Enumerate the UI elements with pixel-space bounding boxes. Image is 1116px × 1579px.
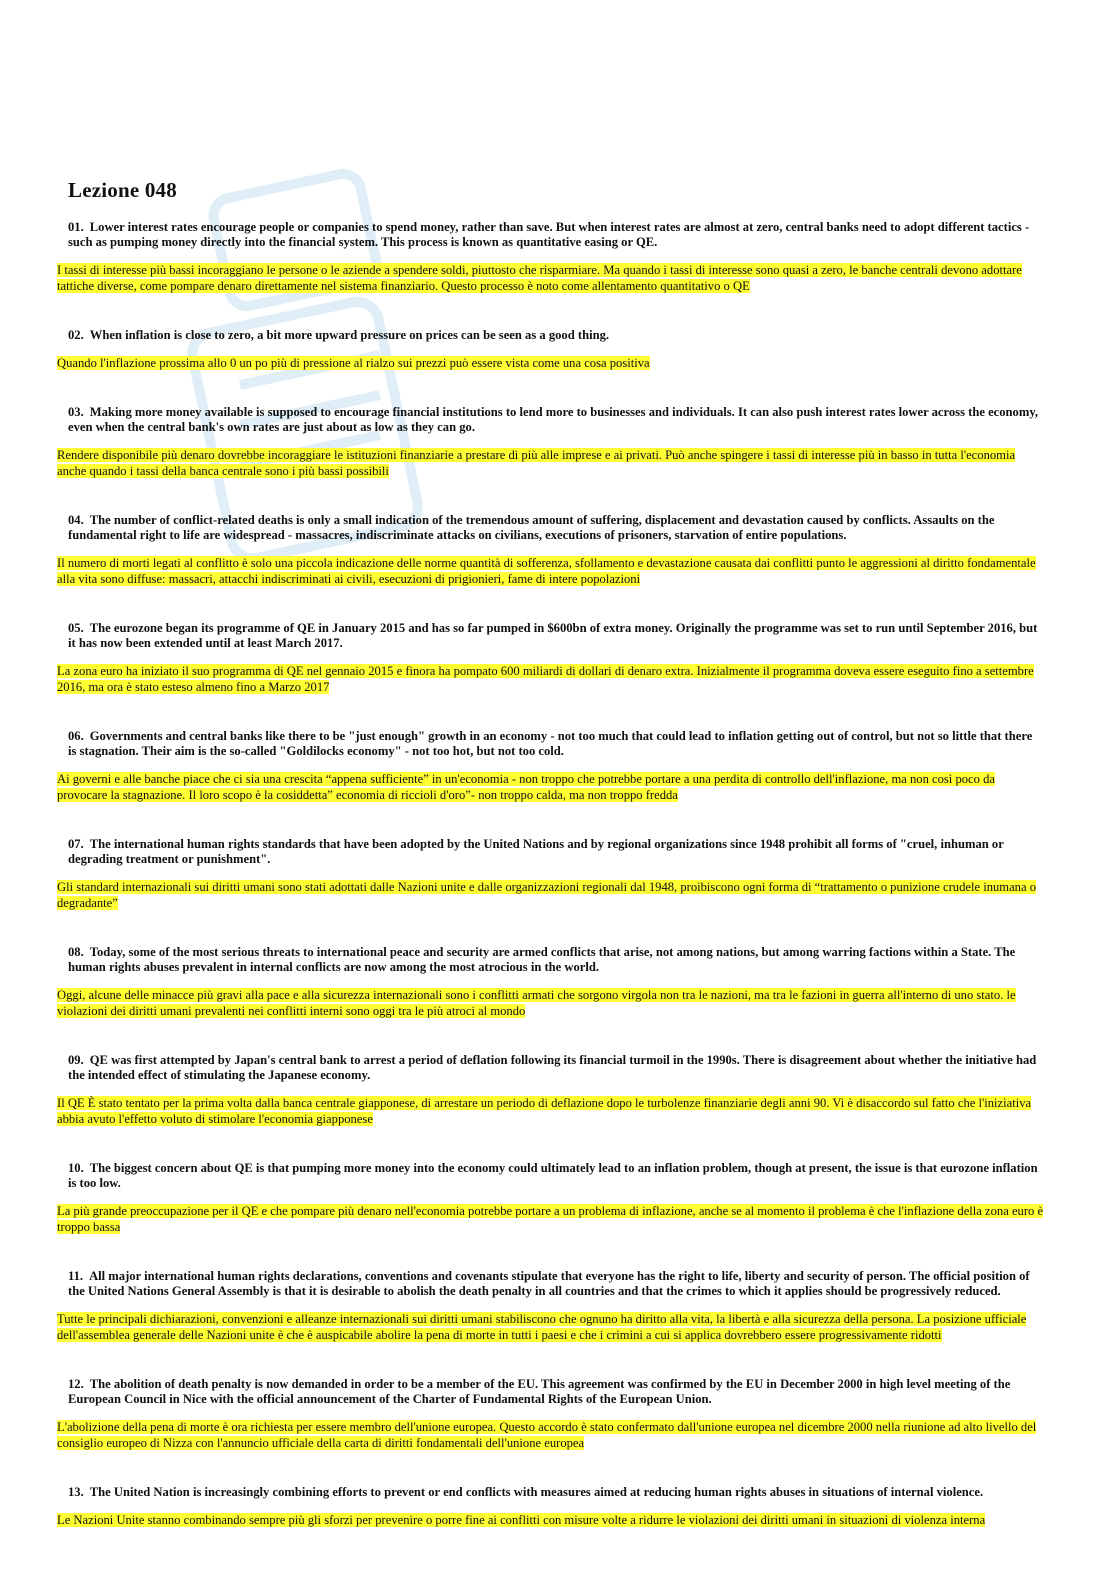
english-sentence: QE was first attempted by Japan's central bank to arrest a period of deflation following its financial turmoil in the 1990s. There is disagreement about whether the initiative had the intended effect of stimulating the Japanese economy. [68,1053,1037,1082]
italian-translation [57,1419,1046,1451]
list-item [57,1053,1040,1127]
question-text [68,837,1040,867]
list-item [57,945,1040,1019]
list-item [57,405,1040,479]
item-number: 12. [68,1377,84,1391]
list-item [57,1485,1040,1528]
english-sentence: The biggest concern about QE is that pumping more money into the economy could ultimately lead to an inflation problem, though at present, the issue is that eurozone inflation is too low. [68,1161,1038,1190]
question-text [68,220,1040,250]
italian-translation [57,1095,1046,1127]
question-text [68,1161,1040,1191]
italian-translation [57,1512,1046,1528]
italian-translation [57,262,1046,294]
question-text [68,405,1040,435]
item-number: 10. [68,1161,84,1175]
list-item [57,220,1040,294]
item-number: 01. [68,220,84,234]
translation-text: Il numero di morti legati al conflitto è solo una piccola indicazione delle norme quantità di sofferenza, sfollamento e devastazione causata dai conflitti punto le aggressioni al diritto fondamentale alla vita sono diffuse: massacri, attacchi indiscriminati ai civili, esecuzioni di prigionieri, fame di intere popolazioni [57,556,1036,586]
english-sentence: The eurozone began its programme of QE in January 2015 and has so far pumped in $600bn of extra money. Originally the programme was set to run until September 2016, but it has now been extended until at least March 2017. [68,621,1038,650]
question-text [68,1269,1040,1299]
english-sentence: Today, some of the most serious threats to international peace and security are armed conflicts that arise, not among nations, but among warring factions within a State. The human rights abuses prevalent in internal conflicts are now among the most atrocious in the world. [68,945,1016,974]
english-sentence: Governments and central banks like there to be "just enough" growth in an economy - not too much that could lead to inflation getting out of control, but not so little that there is stagnation. Their aim is the so-called "Goldilocks economy" - not too hot, but not too cold. [68,729,1033,758]
italian-translation [57,555,1046,587]
question-text [68,1053,1040,1083]
translation-text: L'abolizione della pena di morte è ora richiesta per essere membro dell'unione europea. Questo accordo è stato confermato dall'unione europea nel dicembre 2000 nella riunione ad alto livello del consiglio europeo di Nizza con l'annuncio ufficiale della carta di diritti fondamentali dell'unione europea [57,1420,1037,1450]
list-item [57,729,1040,803]
italian-translation [57,355,1046,371]
italian-translation [57,771,1046,803]
question-text [68,621,1040,651]
item-number: 13. [68,1485,84,1499]
question-text [68,729,1040,759]
list-item [57,1377,1040,1451]
item-number: 09. [68,1053,84,1067]
item-number: 08. [68,945,84,959]
question-text [68,1485,1040,1500]
italian-translation [57,1203,1046,1235]
question-text [68,513,1040,543]
lesson-content [57,220,1044,1528]
list-item [57,837,1040,911]
item-number: 05. [68,621,84,635]
english-sentence: The abolition of death penalty is now demanded in order to be a member of the EU. This agreement was confirmed by the EU in December 2000 in high level meeting of the European Council in Nice with the official announcement of the Charter of Fundamental Rights of the European Union. [68,1377,1011,1406]
item-number: 07. [68,837,84,851]
item-number: 03. [68,405,84,419]
item-number: 02. [68,328,84,342]
item-number: 04. [68,513,84,527]
item-number: 06. [68,729,84,743]
page-title: Lezione 048 [68,178,177,202]
translation-text: Ai governi e alle banche piace che ci sia una crescita “appena sufficiente” in un'economia - non troppo che potrebbe portare a una perdita di controllo dell'inflazione, ma non così poco da provocare la stagnazione. Il loro scopo è la cosiddetta” economia di riccioli d'oro”- non troppo calda, ma non troppo fredda [57,772,995,802]
question-text [68,1377,1040,1407]
list-item [57,328,1040,371]
question-text [68,945,1040,975]
english-sentence: Lower interest rates encourage people or companies to spend money, rather than save. But when interest rates are almost at zero, central banks need to adopt different tactics - such as pumping money directly into the financial system. This process is known as quantitative easing or QE. [68,220,1030,249]
italian-translation [57,663,1046,695]
translation-text: Quando l'inflazione prossima allo 0 un po più di pressione al rialzo sui prezzi può essere vista come una cosa positiva [57,356,650,370]
list-item [57,1269,1040,1343]
translation-text: La più grande preoccupazione per il QE e che pompare più denaro nell'economia potrebbe portare a un problema di inflazione, anche se al momento il problema è che l'inflazione della zona euro è troppo bassa [57,1204,1044,1234]
italian-translation [57,447,1046,479]
italian-translation [57,987,1046,1019]
item-number: 11. [68,1269,84,1283]
translation-text: Tutte le principali dichiarazioni, convenzioni e alleanze internazionali sui diritti umani stabiliscono che ognuno ha diritto alla vita, la libertà e alla sicurezza della persona. La posizione ufficiale dell'assemblea generale delle Nazioni unite è che è auspicabile abolire la pena di morte in tutti i paesi e che i crimini a cui si applica dovrebbero essere progressivamente ridotti [57,1312,1027,1342]
translation-text: Il QE È stato tentato per la prima volta dalla banca centrale giapponese, di arrestare un periodo di deflazione dopo le turbolenze finanziarie degli anni 90. Vi è disaccordo sul fatto che l'iniziativa abbia avuto l'effetto voluto di stimolare l'economia giapponese [57,1096,1032,1126]
list-item [57,1161,1044,1235]
english-sentence: The international human rights standards that have been adopted by the United Nations and by regional organizations since 1948 prohibit all forms of "cruel, inhuman or degrading treatment or punishment". [68,837,1004,866]
english-sentence: The United Nation is increasingly combining efforts to prevent or end conflicts with measures aimed at reducing human rights abuses in situations of internal violence. [89,1485,984,1499]
list-item [57,513,1040,587]
english-sentence: The number of conflict-related deaths is only a small indication of the tremendous amount of suffering, displacement and devastation caused by conflicts. Assaults on the fundamental right to life are widespread - massacres, indiscriminate attacks on civilians, executions of prisoners, starvation of entire populations. [68,513,995,542]
translation-text: Rendere disponibile più denaro dovrebbe incoraggiare le istituzioni finanziarie a prestare di più alle imprese e ai privati. Può anche spingere i tassi di interesse più in basso in tutta l'economia anche quando i tassi della banca centrale sono i più bassi possibili [57,448,1016,478]
translation-text: Oggi, alcune delle minacce più gravi alla pace e alla sicurezza internazionali sono i conflitti armati che sorgono virgola non tra le nazioni, ma tra le fazioni in guerra all'interno di uno stato. le violazioni dei diritti umani prevalenti nei conflitti interni sono oggi tra le più atroci al mondo [57,988,1016,1018]
english-sentence: When inflation is close to zero, a bit more upward pressure on prices can be seen as a good thing. [89,328,610,342]
english-sentence: Making more money available is supposed to encourage financial institutions to lend more to businesses and individuals. It can also push interest rates lower across the economy, even when the central bank's own rates are just about as low as they can go. [68,405,1039,434]
translation-text: Gli standard internazionali sui diritti umani sono stati adottati dalle Nazioni unite e dalle organizzazioni regionali dal 1948, proibiscono ogni forma di “trattamento o punizione crudele inumana o degradante” [57,880,1037,910]
translation-text: Le Nazioni Unite stanno combinando sempre più gli sforzi per prevenire o porre fine ai conflitti con misure volte a ridurre le violazioni dei diritti umani in situazioni di violenza interna [57,1513,986,1527]
english-sentence: All major international human rights declarations, conventions and covenants stipulate that everyone has the right to life, liberty and security of person. The official position of the United Nations General Assembly is that it is desirable to abolish the death penalty in all countries and that the crimes to which it applies should be progressively reduced. [68,1269,1030,1298]
question-text [68,328,1040,343]
italian-translation [57,1311,1046,1343]
italian-translation [57,879,1046,911]
translation-text: I tassi di interesse più bassi incoraggiano le persone o le aziende a spendere soldi, piuttosto che risparmiare. Ma quando i tassi di interesse sono quasi a zero, le banche centrali devono adottare tattiche diverse, come pompare denaro direttamente nel sistema finanziario. Questo processo è noto come allentamento quantitativo o QE [57,263,1022,293]
translation-text: La zona euro ha iniziato il suo programma di QE nel gennaio 2015 e finora ha pompato 600 miliardi di dollari di denaro extra. Inizialmente il programma doveva essere eseguito fino a settembre 2016, ma ora è stato esteso almeno fino a Marzo 2017 [57,664,1034,694]
list-item [57,621,1040,695]
